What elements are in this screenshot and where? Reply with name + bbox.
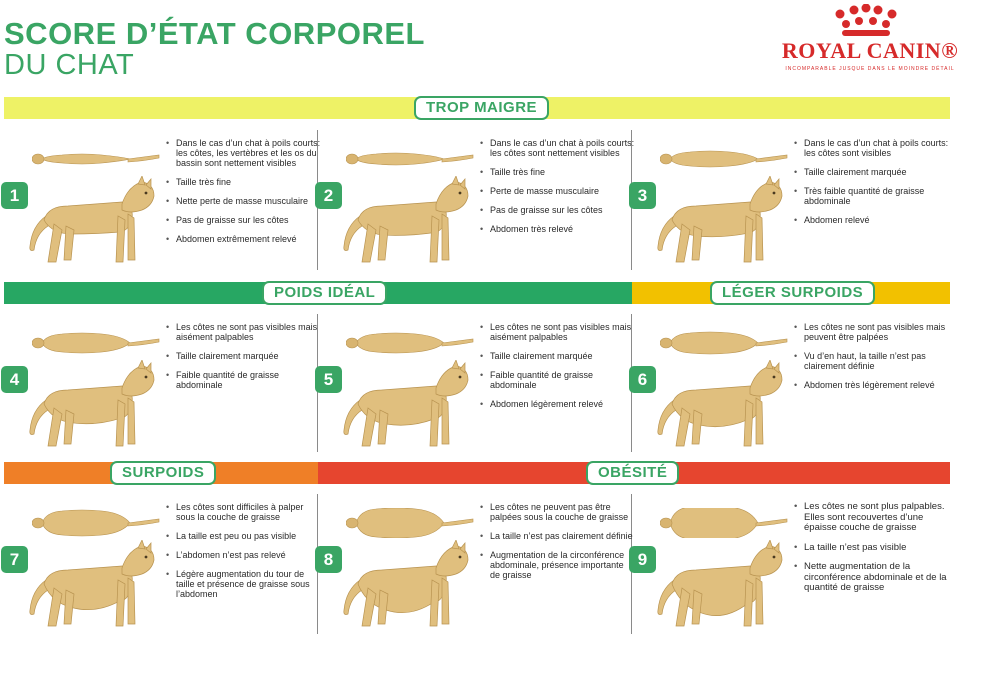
cat-top-view-illustration <box>346 144 474 174</box>
score-criteria-list <box>166 502 322 608</box>
criteria-item: • Taille très fine <box>166 177 322 187</box>
criteria-item: • Faible quantité de graisse abdominale <box>480 370 636 390</box>
cat-side-view-illustration <box>654 176 788 268</box>
score-number-badge: 5 <box>315 366 342 393</box>
cat-side-view-illustration <box>26 540 160 632</box>
cat-top-view-illustration <box>32 144 160 174</box>
criteria-item: • Abdomen légèrement relevé <box>480 399 636 409</box>
criteria-item: • Dans le cas d’un chat à poils courts: les côtes sont nettement visibles <box>480 138 636 158</box>
criteria-item: • Dans le cas d’un chat à poils courts: les côtes sont visibles <box>794 138 950 158</box>
criteria-item: • Les côtes ne sont pas visibles mais aisément palpables <box>480 322 636 342</box>
cat-side-view-illustration <box>340 360 474 452</box>
cat-side-view-illustration <box>340 540 474 632</box>
criteria-item: • La taille est peu ou pas visible <box>166 531 322 541</box>
royal-canin-logo <box>780 4 970 76</box>
criteria-item: • Nette perte de masse musculaire <box>166 196 322 206</box>
cat-side-view-illustration <box>654 360 788 452</box>
score-card <box>637 134 958 274</box>
score-number-badge: 6 <box>629 366 656 393</box>
criteria-item: • Très faible quantité de graisse abdominale <box>794 186 950 206</box>
score-number-badge: 9 <box>629 546 656 573</box>
cat-top-view-illustration <box>346 328 474 358</box>
cat-top-view-illustration <box>32 508 160 538</box>
score-criteria-list <box>480 322 636 418</box>
band-label-trop-maigre: TROP MAIGRE <box>414 96 549 120</box>
criteria-item: • Perte de masse musculaire <box>480 186 636 196</box>
score-number-badge: 3 <box>629 182 656 209</box>
criteria-item: • La taille n’est pas visible <box>794 543 950 554</box>
cat-top-view-illustration <box>32 328 160 358</box>
criteria-item: • L’abdomen n’est pas relevé <box>166 550 322 560</box>
criteria-item: • Les côtes ne sont plus palpables. Elles sont recouvertes d’une épaisse couche de graisse <box>794 502 950 534</box>
score-criteria-list <box>794 502 950 603</box>
score-card <box>9 498 330 638</box>
score-criteria-list <box>794 138 950 234</box>
page-subtitle: DU CHAT <box>4 49 135 81</box>
band-trop-maigre <box>4 97 950 119</box>
criteria-item: • Taille clairement marquée <box>794 167 950 177</box>
score-card <box>637 318 958 458</box>
score-criteria-list <box>480 502 636 589</box>
band-label-surpoids: SURPOIDS <box>110 461 216 485</box>
cat-side-view-illustration <box>654 540 788 632</box>
score-number-badge: 8 <box>315 546 342 573</box>
score-number-badge: 4 <box>1 366 28 393</box>
score-criteria-list <box>166 138 322 253</box>
cat-top-view-illustration <box>660 328 788 358</box>
cat-top-view-illustration <box>660 508 788 538</box>
cat-side-view-illustration <box>26 176 160 268</box>
criteria-item: • Abdomen très légèrement relevé <box>794 380 950 390</box>
criteria-item: • Taille clairement marquée <box>480 351 636 361</box>
criteria-item: • Les côtes ne sont pas visibles mais peuvent être palpées <box>794 322 950 342</box>
criteria-item: • Pas de graisse sur les côtes <box>166 215 322 225</box>
criteria-item: • Abdomen relevé <box>794 215 950 225</box>
score-criteria-list <box>480 138 636 243</box>
cat-side-view-illustration <box>26 360 160 452</box>
criteria-item: • Augmentation de la circonférence abdominale, présence importante de graisse <box>480 550 636 580</box>
score-criteria-list <box>166 322 322 399</box>
score-criteria-list <box>794 322 950 399</box>
score-number-badge: 7 <box>1 546 28 573</box>
score-card <box>323 498 644 638</box>
score-number-badge: 1 <box>1 182 28 209</box>
criteria-item: • Taille clairement marquée <box>166 351 322 361</box>
criteria-item: • Abdomen extrêmement relevé <box>166 234 322 244</box>
logo-brand: ROYAL CANIN® <box>781 38 959 63</box>
criteria-item: • Les côtes ne peuvent pas être palpées sous la couche de graisse <box>480 502 636 522</box>
criteria-item: • Les côtes ne sont pas visibles mais aisément palpables <box>166 322 322 342</box>
band-obesite <box>318 462 950 484</box>
score-card <box>9 134 330 274</box>
band-label-leger-surpoids: LÉGER SURPOIDS <box>710 281 875 305</box>
criteria-item: • Les côtes sont difficiles à palper sous la couche de graisse <box>166 502 322 522</box>
score-card <box>637 498 958 638</box>
criteria-item: • Taille très fine <box>480 167 636 177</box>
cat-side-view-illustration <box>340 176 474 268</box>
score-card <box>323 134 644 274</box>
criteria-item: • Légère augmentation du tour de taille et présence de graisse sous l’abdomen <box>166 569 322 599</box>
score-number-badge: 2 <box>315 182 342 209</box>
crown-icon <box>826 4 906 38</box>
cat-top-view-illustration <box>346 508 474 538</box>
criteria-item: • La taille n’est pas clairement définie <box>480 531 636 541</box>
band-leger-surpoids <box>632 282 950 304</box>
criteria-item: • Vu d’en haut, la taille n’est pas clairement définie <box>794 351 950 371</box>
band-label-obesite: OBÉSITÉ <box>586 461 679 485</box>
band-surpoids <box>4 462 318 484</box>
criteria-item: • Abdomen très relevé <box>480 224 636 234</box>
criteria-item: • Pas de graisse sur les côtes <box>480 205 636 215</box>
criteria-item: • Faible quantité de graisse abdominale <box>166 370 322 390</box>
band-label-poids-ideal: POIDS IDÉAL <box>262 281 387 305</box>
score-card <box>9 318 330 458</box>
criteria-item: • Dans le cas d’un chat à poils courts: les côtes, les vertèbres et les os du bassin sont nettement visibles <box>166 138 322 168</box>
score-card <box>323 318 644 458</box>
cat-top-view-illustration <box>660 144 788 174</box>
page-title: SCORE D’ÉTAT CORPOREL <box>4 16 425 51</box>
band-poids-ideal <box>4 282 632 304</box>
criteria-item: • Nette augmentation de la circonférence abdominale et de la quantité de graisse <box>794 562 950 594</box>
logo-tagline: INCOMPARABLE JUSQUE DANS LE MOINDRE DÉTAIL <box>785 66 955 72</box>
